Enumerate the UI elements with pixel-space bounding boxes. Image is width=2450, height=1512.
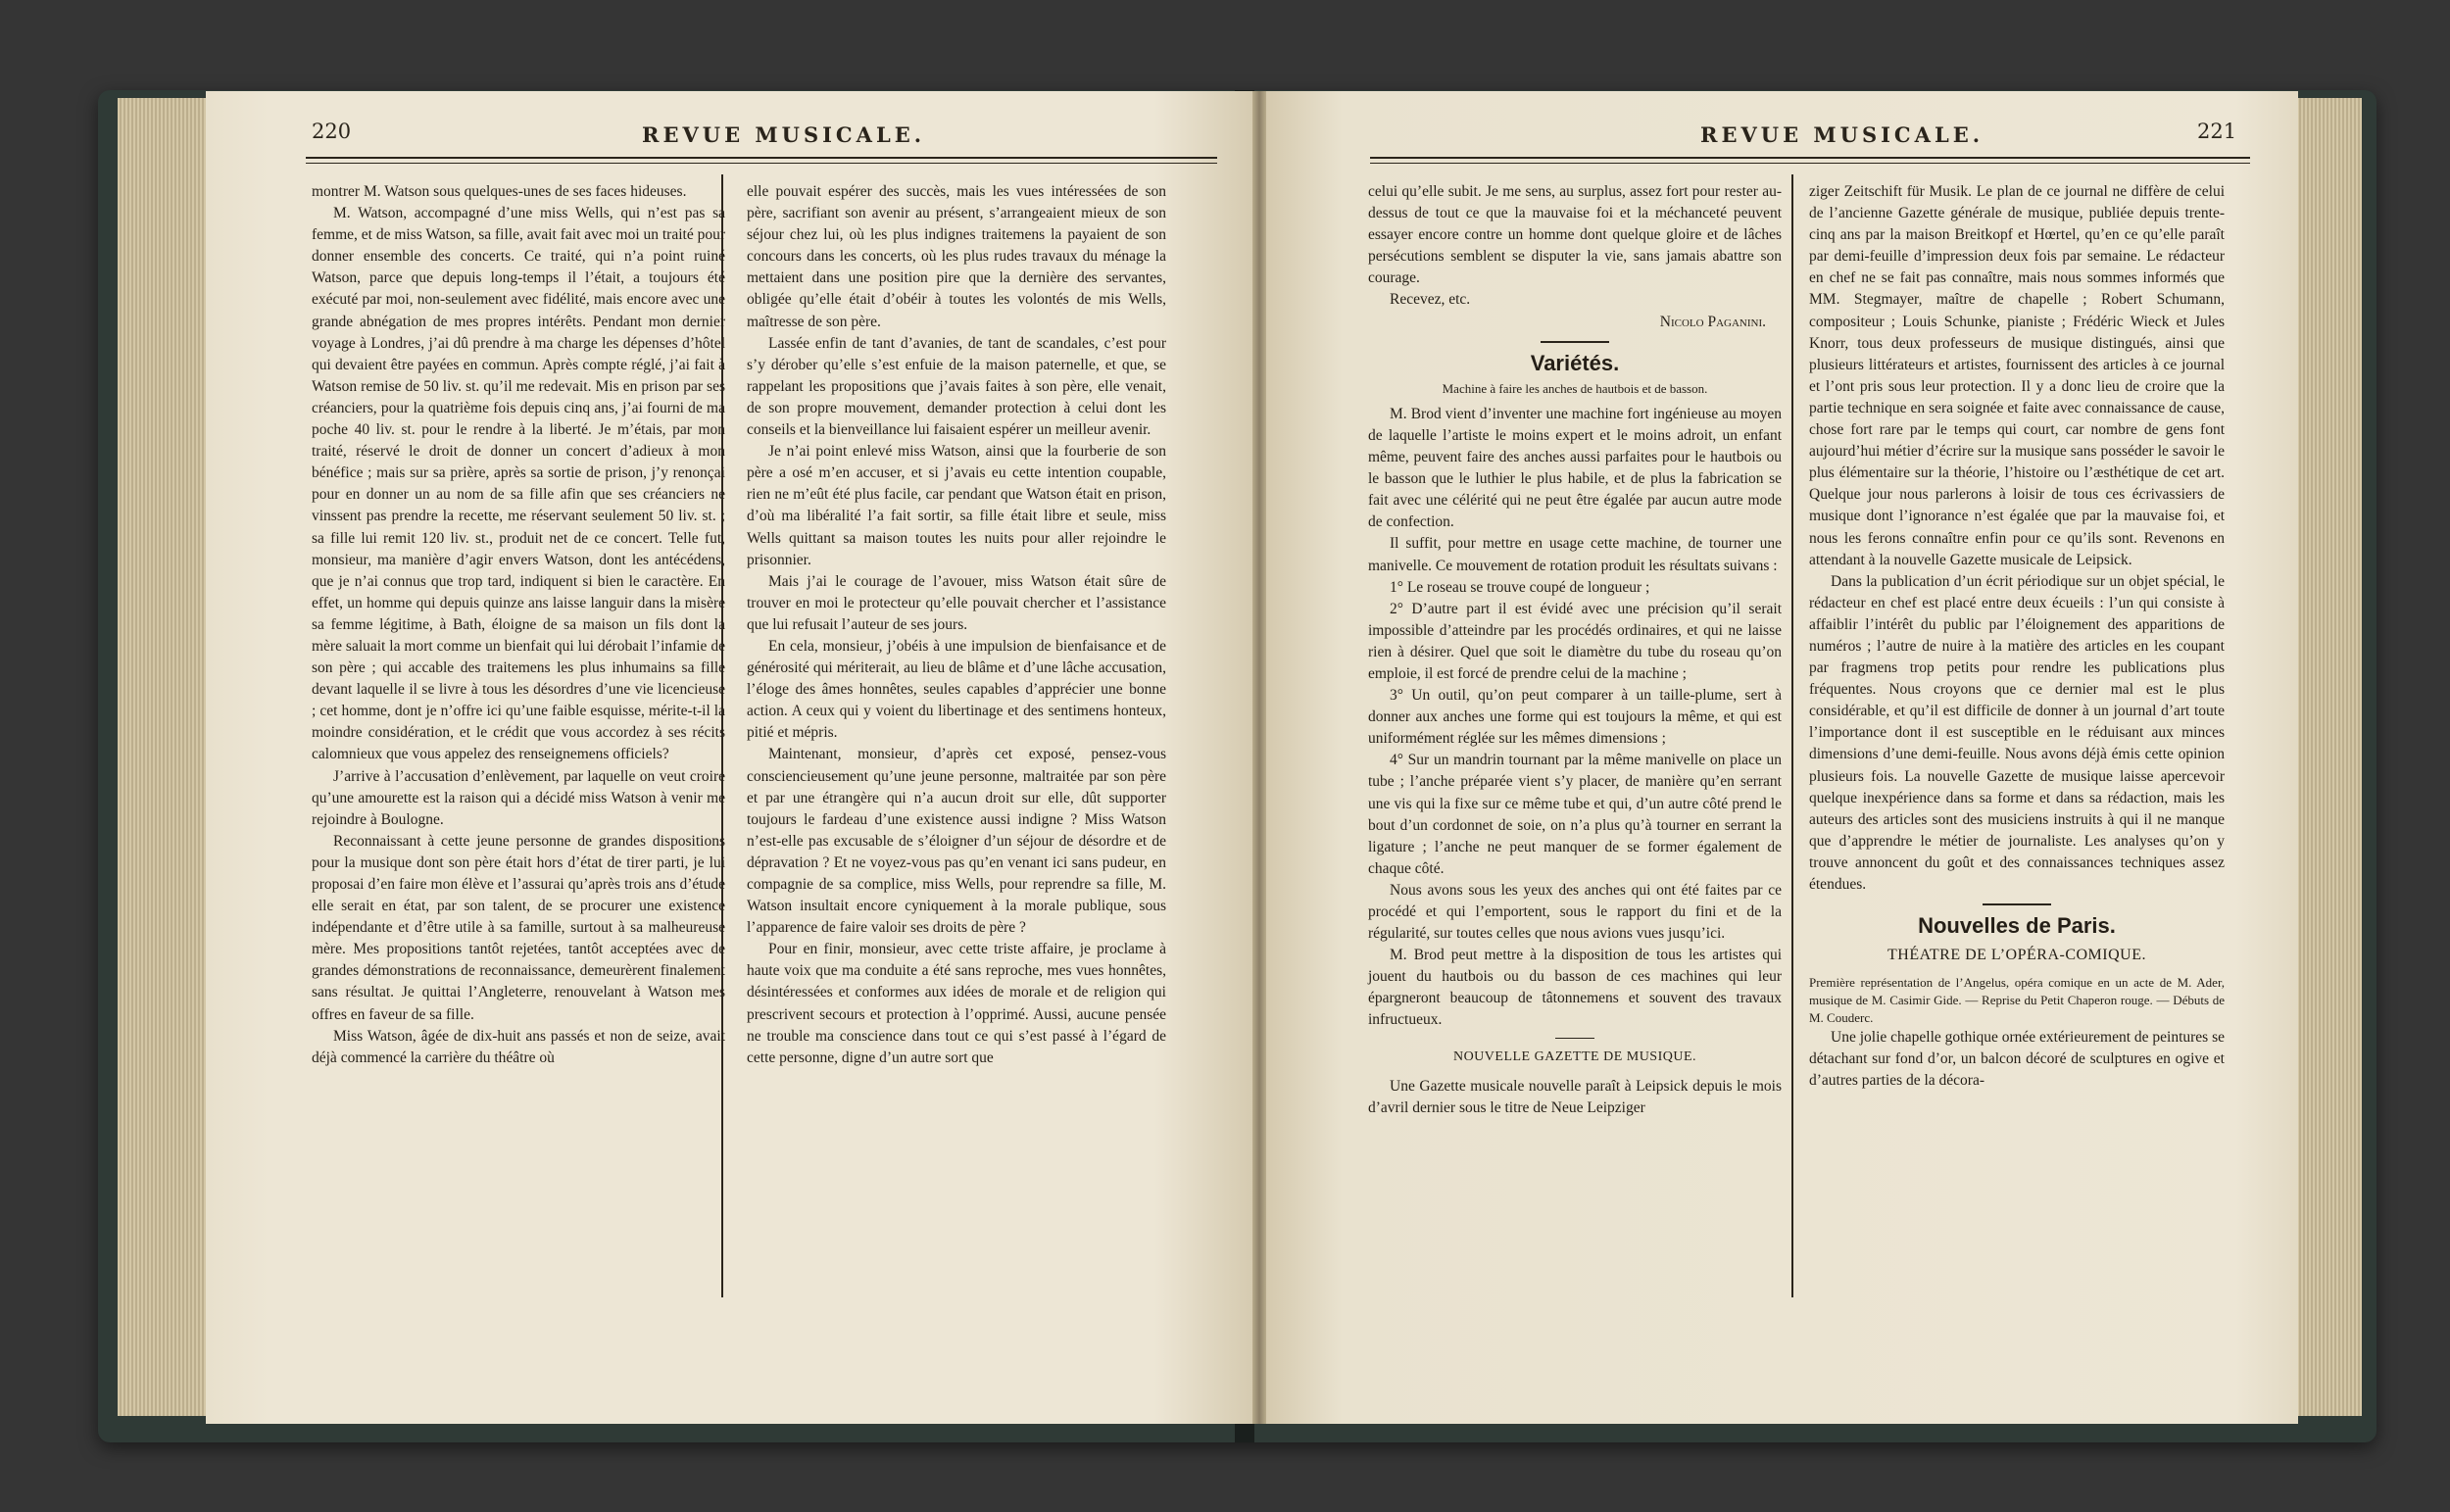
paragraph: Dans la publication d’un écrit périodique sur un objet spécial, le rédacteur en chef est placé entre deux écueils : l’un qui consiste à affaiblir l’intérêt du public par l’éloignement des apparitions de numéros ; l’autre de nuire à la matière des articles en les coupant par fragmens trop petits pour rendre les publications plus fréquentes. Nous croyons que ce dernier mal est le plus considérable, et qu’il est difficile de donner à un journal d’art toute l’importance dont il est susceptible en le réduisant aux minces dimensions d’une demi-feuille. Nous avons déjà émis cette opinion plusieurs fois. La nouvelle Gazette de musique laisse apercevoir quelque inexpérience dans sa forme et dans sa rédaction, mais les auteurs des articles sont des musiciens instruits à qui il ne manque que d’apprendre le métier de journaliste. Les analyses qu’on y trouve annoncent du goût et des connaissances techniques assez étendues. — [1809, 572, 2225, 893]
paragraph: En cela, monsieur, j’obéis à une impulsion de bienfaisance et de générosité qui mériterait, au lieu de blâme et d’une lâche accusation, l’éloge des âmes honnêtes, seules capables d’apprécier une bonne action. A ceux qui y voient du libertinage et des sentimens honteux, pitié et mépris. — [747, 637, 1166, 742]
paragraph: M. Watson, accompagné d’une miss Wells, qui n’est pas sa femme, et de miss Watson, sa fille, avait fait avec moi un traité pour donner ensemble des concerts. Ce traité, qui n’a point ruiné Watson, parce que depuis long-temps il l’était, a toujours été exécuté par moi, non-seulement avec fidélité, mais encore avec une grande abnégation de mes propres intérêts. Pendant mon dernier voyage à Londres, j’ai dû prendre à ma charge les dépenses d’hôtel qui devaient être payées en commun. Après compte réglé, j’ai fait à Watson remise de 50 liv. st. qu’il me redevait. Mis en prison par ses créanciers, pour la quatrième fois depuis cinq ans, j’ai fourni de ma poche 40 liv. st. pour le rendre à la liberté. Je m’étais, par mon traité, réservé le droit de donner un concert d’adieux à mon bénéfice ; mais sur sa prière, après sa sortie de prison, j’y renonçai pour en donner un au nom de sa fille afin que ses créanciers ne vinssent pas prendre la recette, me réservant seulement 50 liv. st. ; sa fille lui remit 120 liv. st., produit net de ce concert. Telle fut, monsieur, ma manière d’agir envers Watson, dont les antécédens, que je n’ai connus que trop tard, indiquent si bien le caractère. En effet, un homme qui depuis quinze ans laisse languir dans la misère sa femme légitime, à Bath, éloigne de sa maison un fils dont la mère saluait la mort comme un bienfait qui lui dérobait l’infamie de son père ; qui accable des traitemens les plus inhumains sa fille devant laquelle il se livre à tous les désordres d’une vie licencieuse ; cet homme, dont je n’offre ici qu’une faible esquisse, mérite-t-il la moindre considération, et le crédit que vous accordez à ses récits calomnieux que vous appelez des renseignemens officiels? — [312, 205, 726, 763]
paragraph: celui qu’elle subit. Je me sens, au surplus, assez fort pour rester au-dessus de tout ce que la mauvaise foi et la méchanceté peuvent essayer encore contre un homme dont quelque gloire et de lâches persécutions semblent se disputer la vie, sans jamais abattre son courage. — [1368, 183, 1782, 287]
paragraph: Lassée enfin de tant d’avanies, de tant de scandales, c’est pour s’y dérober qu’elle s’est enfuie de la maison paternelle, et que, se rappelant les propositions que j’avais faites à son père, elle venait, de son propre mouvement, demander protection à celui dont les conseils et la bienveillance lui faisaient espérer un meilleur avenir. — [747, 334, 1166, 439]
right-column-2 — [1809, 181, 2225, 1093]
paragraph: Recevez, etc. — [1390, 291, 1471, 309]
left-header-rule — [306, 157, 1217, 164]
paragraph: M. Brod vient d’inventer une machine fort ingénieuse au moyen de laquelle l’artiste le moins expert et le moins adroit, un enfant même, peuvent faire des anches aussi parfaites pour le hautbois ou le basson que le luthier le plus habile, et de plus la fabrication se fait avec une célérité qui ne peut être égalée par aucun autre mode de confection. — [1368, 405, 1782, 531]
paragraph: 4° Sur un mandrin tournant par la même manivelle on place un tube ; l’anche préparée vient s’y placer, de manière qu’en serrant une vis qui la fixe sur ce même tube et qui, d’un autre côté prend le bout d’un cordonnet de soie, on n’a plus qu’à tourner en serrant la ligature ; l’anche ne peut manquer de se former également de chaque côté. — [1368, 752, 1782, 877]
theatre-heading: THÉATRE DE L’OPÉRA-COMIQUE. — [1886, 947, 2146, 964]
paragraph: 2° D’autre part il est évidé avec une précision qu’il serait impossible d’atteindre par les procédés ordinaires, et qui ne laisse rien à désirer. Quel que soit le diamètre du tube du roseau qu’on emploie, il est forcé de prendre celui de la machine ; — [1368, 600, 1782, 682]
paragraph: M. Brod peut mettre à la disposition de tous les artistes qui jouent du hautbois ou du basson de ces machines qui leur épargneront beaucoup de tâtonnemens et souvent des travaux infructueux. — [1368, 947, 1782, 1029]
section-rule — [1555, 1038, 1594, 1039]
right-header-rule — [1370, 157, 2250, 164]
section-heading-gazette: NOUVELLE GAZETTE DE MUSIQUE. — [1452, 1049, 1697, 1064]
paragraph: J’arrive à l’accusation d’enlèvement, par laquelle on veut croire qu’une amourette est la raison qui a décidé miss Watson à venir me rejoindre à Boulogne. — [312, 767, 725, 828]
paragraph: Maintenant, monsieur, d’après cet exposé, pensez-vous consciencieusement qu’une jeune personne, maltraitée par son père et par une étrangère qui n’a aucun droit sur elle, dût supporter toujours le fardeau d’une existence aussi indigne ? Miss Watson n’est-elle pas excusable de s’éloigner d’un séjour de désordre et de dépravation ? Et ne voyez-vous pas qu’en venant ici sans pudeur, en compagnie de sa complice, miss Wells, pour reprendre sa fille, M. Watson insultait encore cyniquement à la morale publique, sous l’apparence de faire valoir ses droits de père ? — [747, 746, 1166, 937]
section-heading-varietes: Variétés. — [1530, 350, 1620, 375]
theatre-note: Première représentation de l’Angelus, opéra comique en un acte de M. Ader, musique de M. Casimir Gide. — Reprise du Petit Chaperon rouge. — Débuts de M. Couderc. — [1809, 975, 2225, 1026]
paragraph: Miss Watson, âgée de dix-huit ans passés et non de seize, avait déjà commencé la carrière du théâtre où — [312, 1027, 725, 1066]
paragraph: 1° Le roseau se trouve coupé de longueur ; — [1390, 578, 1650, 596]
paragraph: Une Gazette musicale nouvelle paraît à Leipsick depuis le mois d’avril dernier sous le titre de Neue Leipziger — [1368, 1077, 1782, 1116]
paragraph: Nous avons sous les yeux des anches qui ont été faites par ce procédé et qui l’emportent, sous le rapport du fini et de la régularité, sur toutes celles que nous avions vues jusqu’ici. — [1368, 881, 1782, 943]
paragraph: Reconnaissant à cette jeune personne de grandes dispositions pour la musique dont son père était hors d’état de tirer parti, je lui proposai d’en faire mon élève et l’assurai qu’après trois ans d’étude elle serait en état, par son talent, de se procurer une existence indépendante et d’être utile à sa famille, surtout à sa malheureuse mère. Mes propositions tantôt rejetées, tantôt acceptées avec de grandes démonstrations de reconnaissance, demeurèrent finalement sans résultat. Je quittai l’Angleterre, renouvelant à Watson mes offres en faveur de sa fille. — [312, 832, 725, 1023]
paragraph: Mais j’ai le courage de l’avouer, miss Watson était sûre de trouver en moi le protecteur qu’elle pouvait chercher et l’assistance que lui refusait l’auteur de ses jours. — [747, 572, 1166, 633]
paragraph: ziger Zeitschift für Musik. Le plan de ce journal ne diffère de celui de l’ancienne Gazette générale de musique, publiée depuis trente-cinq ans par la maison Breitkopf et Hœrtel, qu’en ce qu’elle paraît par demi-feuille d’impression deux fois par semaine. Le rédacteur en chef ne se fait pas connaître, mais nous sommes informés que MM. Stegmayer, maître de chapelle ; Robert Schumann, compositeur ; Louis Schunke, pianiste ; Frédéric Wieck et Jules Knorr, tous deux professeurs de musique distingués, ainsi que plusieurs littérateurs et artistes, fournissent des articles à ce journal et l’ont pris sous leur protection. Il y a donc lieu de croire que la partie technique en sera soignée et faite avec connaissance de cause, chose fort rare par le temps qui court, car nombre de gens font aujourd’hui métier d’écrire sur la musique sans posséder le savoir le plus élémentaire sur la théorie, l’histoire ou l’æsthétique de cet art. Quelque jour nous parlerons à loisir de tous ces écrivassiers de musique dont l’ignorance n’est égalée que par la mauvaise foi, et nous les ferons connaître enfin pour ce qu’ils sont. Revenons en attendant à la nouvelle Gazette musicale de Leipsick. — [1809, 183, 2225, 568]
paragraph: elle pouvait espérer des succès, mais les vues intéressées de son père, sacrifiant son avenir au présent, s’arrangeaient mieux de son séjour chez lui, où les plus indignes traitemens la payaient de son concours dans les concerts, où les plus rudes travaux du ménage la mettaient dans une position pire que la dernière des servantes, obligée qu’elle était d’obéir à toutes les volontés de mis Wells, maîtresse de son père. — [747, 183, 1166, 330]
left-column-1 — [312, 181, 725, 1069]
right-page-number: 221 — [2197, 120, 2237, 143]
right-column-divider — [1791, 174, 1793, 1297]
page-edges-left — [118, 98, 211, 1416]
paragraph: Pour en finir, monsieur, avec cette triste affaire, je proclame à haute voix que ma conduite a été sans reproche, mes vues honnêtes, désintéressées et conformes aux idées de morale et de religion qui prescrivent secours et protection à l’opprimé. Aussi, aucune pensée ne trouble ma conscience dans tout ce qui s’est passé à l’égard de cette personne, digne d’un autre sort que — [747, 941, 1166, 1066]
left-running-head: REVUE MUSICALE. — [642, 122, 926, 147]
section-heading-nouvelles: Nouvelles de Paris. — [1918, 913, 2116, 939]
page-edges-right — [2293, 98, 2362, 1416]
left-column-2 — [747, 181, 1166, 1069]
paragraph: Il suffit, pour mettre en usage cette machine, de tourner une manivelle. Ce mouvement de rotation produit les résultats suivans : — [1368, 535, 1782, 574]
paragraph: Une jolie chapelle gothique ornée extérieurement de peintures se détachant sur fond d’or, un balcon décoré de sculptures en ogive et d’autres parties de la décora- — [1809, 1029, 2225, 1090]
right-running-head: REVUE MUSICALE. — [1700, 122, 1984, 147]
paragraph: montrer M. Watson sous quelques-unes de ses faces hideuses. — [312, 183, 687, 200]
paragraph: 3° Un outil, qu’on peut comparer à un taille-plume, sert à donner aux anches une forme qui est toujours la même, et qui est uniformément réglée sur les mêmes dimensions ; — [1368, 687, 1782, 748]
left-page-number: 220 — [312, 120, 352, 143]
section-rule — [1541, 341, 1609, 343]
book-gutter — [1252, 91, 1266, 1424]
signature: Nicolo Paganini. — [1659, 313, 1766, 330]
right-column-1 — [1368, 181, 1782, 1119]
paragraph: Je n’ai point enlevé miss Watson, ainsi que la fourberie de son père a osé m’en accuser, et si j’avais eu cette intention coupable, rien ne m’eût été plus facile, car pendant que Watson était en prison, d’où ma libéralité l’a fait sortir, sa fille était libre et seule, miss Wells quittant sa maison toutes les nuits pour aller rejoindre le prisonnier. — [747, 443, 1166, 568]
section-rule — [1983, 903, 2051, 905]
section-subheading: Machine à faire les anches de hautbois et de basson. — [1442, 380, 1708, 396]
